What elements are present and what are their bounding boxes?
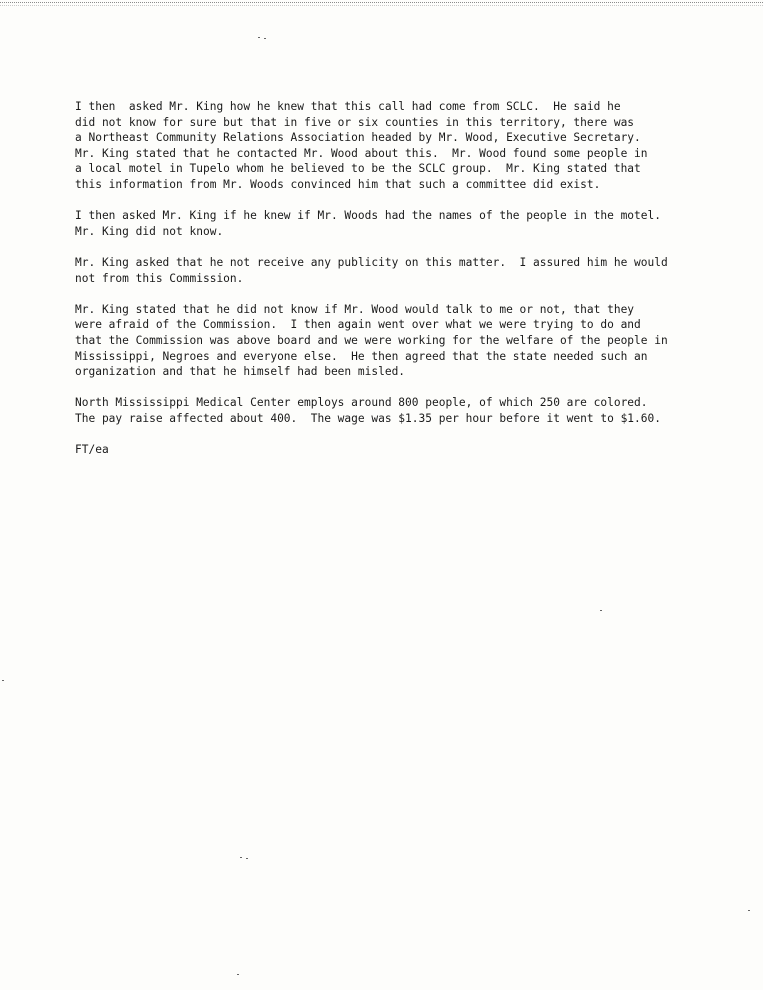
- page-top-edge: [0, 2, 763, 3]
- scan-speck: [246, 858, 248, 859]
- page-top-edge-shadow: [0, 5, 763, 6]
- text-line: not from this Commission.: [75, 271, 244, 285]
- text-line: Mr. King did not know.: [75, 224, 224, 238]
- scan-speck: [240, 857, 242, 858]
- text-line: The pay raise affected about 400. The wage was $1.35 per hour before it went to $1.60.: [75, 411, 661, 425]
- text-line: Mr. King asked that he not receive any publicity on this matter. I assured him he would: [75, 255, 668, 269]
- typist-initials: [75, 442, 745, 458]
- memo-body: [75, 99, 745, 473]
- paragraph-3: [75, 255, 745, 286]
- text-line: North Mississippi Medical Center employs around 800 people, of which 250 are colored.: [75, 396, 648, 410]
- text-line: did not know for sure but that in five or six counties in this territory, there was: [75, 115, 635, 129]
- text-line: that the Commission was above board and we were working for the welfare of the people in: [75, 333, 668, 347]
- scan-speck: [258, 37, 260, 38]
- text-line: were afraid of the Commission. I then again went over what we were trying to do and: [75, 318, 641, 332]
- text-line: I then asked Mr. King if he knew if Mr. Woods had the names of the people in the motel.: [75, 209, 661, 223]
- text-line: Mr. King stated that he did not know if Mr. Wood would talk to me or not, that they: [75, 302, 635, 316]
- scan-speck: [237, 974, 239, 975]
- paragraph-5: [75, 395, 745, 426]
- text-line: I then asked Mr. King how he knew that this call had come from SCLC. He said he: [75, 100, 621, 113]
- text-line: a local motel in Tupelo whom he believed to be the SCLC group. Mr. King stated that: [75, 162, 641, 176]
- paragraph-1: [75, 99, 745, 193]
- text-line: this information from Mr. Woods convinced him that such a committee did exist.: [75, 177, 601, 191]
- text-line: Mississippi, Negroes and everyone else. He then agreed that the state needed such an: [75, 349, 648, 363]
- text-line: organization and that he himself had been misled.: [75, 365, 406, 379]
- text-line: a Northeast Community Relations Association headed by Mr. Wood, Executive Secretary.: [75, 131, 641, 145]
- paragraph-4: [75, 302, 745, 380]
- scan-speck: [2, 680, 4, 681]
- paragraph-2: [75, 208, 745, 239]
- scan-speck: [748, 910, 750, 911]
- initials-line: FT/ea: [75, 443, 109, 457]
- scan-speck: [600, 610, 602, 611]
- scan-speck: [264, 38, 266, 39]
- text-line: Mr. King stated that he contacted Mr. Wood about this. Mr. Wood found some people in: [75, 146, 648, 160]
